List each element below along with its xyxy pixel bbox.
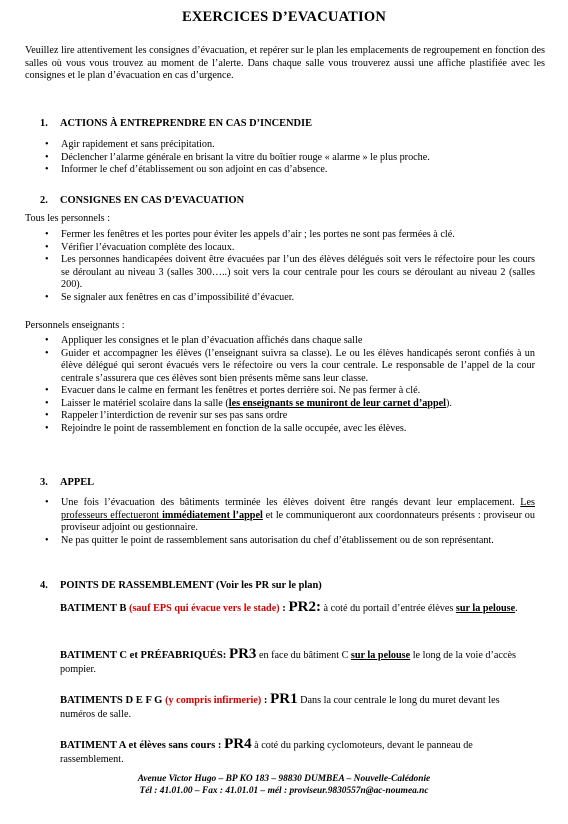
intro-paragraph: Veuillez lire attentivement les consignes d’évacuation, et repérer sur le plan les emplacements de regroupement en fonction des salles où vous vous trouvez au moment de l’alerte. Dans chaque salle vous trouverez aussi une affiche plastifiée avec les consignes et le plan d’évacuation en cas d’urgence. [25,45,545,81]
list-item: • Fermer les fenêtres et les portes pour éviter les appels d’air ; les portes ne sont pas fermées à clé. [45,229,455,240]
list-item: • Ne pas quitter le point de rassemblement sans autorisation du chef d’établissement ou de son représentant. [45,534,494,546]
section-number: 1. [40,118,48,129]
section-title: POINTS DE RASSEMBLEMENT (Voir les PR sur le plan) [60,580,322,591]
bullet-icon: • [45,229,49,240]
bullet-icon: • [45,335,49,346]
list-item: • Laisser le matériel scolaire dans la salle (les enseignants se muniront de leur carnet d’appel). [45,397,452,409]
bullet-icon: • [45,422,49,434]
group-label-teachers: Personnels enseignants : [25,320,125,331]
group-label-all-staff: Tous les personnels : [25,213,111,224]
section-3-heading [40,477,94,488]
pr3-code: PR3 [228,646,257,662]
pr2-code: PR2: [288,599,321,615]
list-item: • Evacuer dans le calme en fermant les fenêtres et portes derrière soi. Ne pas fermer à clé. [45,385,421,396]
bullet-icon: • [45,291,49,303]
bullet-icon: • [45,139,49,150]
bullet-icon: • [45,410,49,421]
section-title: APPEL [60,477,95,488]
bullet-icon: • [45,254,49,265]
section-2-heading [40,195,244,206]
section-1-list [45,139,535,177]
bullet-icon: • [45,385,49,396]
list-item: • Déclencher l’alarme générale en brisant la vitre du boîtier rouge « alarme » le plus proche. [45,151,430,163]
bullet-icon: • [45,497,49,508]
list-item: • Les personnes handicapées doivent être évacuées par l’un des élèves délégués soit vers le réfectoire pour les cours se déroulant au niveau 3 (salles 300…..) soit vers la cour centrale pour les cours se déroulant au niveau 2 (salles 200). [45,254,535,290]
list-item: • Appliquer les consignes et le plan d’évacuation affichés dans chaque salle [45,335,363,346]
section-4-heading [40,580,322,591]
assembly-point-pr4: BATIMENT A et élèves sans cours : PR4 à coté du parking cyclomoteurs, devant le panneau de rassemblement. [60,736,473,765]
bullet-icon: • [45,164,49,175]
section-1-heading [40,118,312,129]
assembly-point-pr1: BATIMENTS D E F G (y compris infirmerie) : PR1 Dans la cour centrale le long du muret devant les numéros de salle. [60,691,500,720]
page-title: EXERCICES D’EVACUATION [181,9,387,25]
section-number: 3. [40,477,48,488]
pr4-code: PR4 [224,736,252,752]
list-item: • Vérifier l’évacuation complète des locaux. [45,241,235,253]
section-number: 2. [40,195,48,206]
list-item: • Guider et accompagner les élèves (l’enseignant suivra sa classe). Le ou les élèves handicapés seront confiés à un élève délégué qui seront évacués vers le réfectoire ou vers la cour centrale. Le responsable de l’appel de la cour centrale s’assurera que ces élèves sont bien présents même sans leur classe. [45,347,535,384]
section-number: 4. [40,580,48,591]
section-2-list-teachers [45,335,535,435]
list-item: • Se signaler aux fenêtres en cas d’impossibilité d’évacuer. [45,291,295,303]
list-item: • Informer le chef d’établissement ou son adjoint en cas d’absence. [45,164,328,175]
list-item: • Rejoindre le point de rassemblement en fonction de la salle occupée, avec les élèves. [45,422,407,434]
pr1-code: PR1 [270,691,298,707]
assembly-point-pr2: BATIMENT B (sauf EPS qui évacue vers le stade) : PR2: à coté du portail d’entrée élèves sur la pelouse. [60,599,518,615]
bullet-icon: • [45,534,49,546]
footer-address: Avenue Victor Hugo – BP KO 183 – 98830 DUMBEA – Nouvelle-Calédonie [137,774,431,784]
section-3-list [45,497,535,547]
section-title: ACTIONS À ENTREPRENDRE EN CAS D’INCENDIE [60,118,313,129]
list-item: • Agir rapidement et sans précipitation. [45,139,215,150]
section-2-list-all-staff [45,229,535,304]
teacher-register-note: les enseignants se muniront de leur carnet d’appel [228,397,446,409]
section-title: CONSIGNES EN CAS D’EVACUATION [60,195,245,206]
list-item: • Rappeler l’interdiction de revenir sur ses pas sans ordre [45,410,288,421]
footer-contact: Tél : 41.01.00 – Fax : 41.01.01 – mél : proviseur.9830557n@ac-noumea.nc [139,786,429,796]
bullet-icon: • [45,241,49,253]
list-item: • Une fois l’évacuation des bâtiments terminée les élèves doivent être rangés devant leur emplacement. Les professeurs effectueront immédiatement l’appel et le communiqueront aux coordonnateurs présents : proviseur ou proviseur adjoint ou gestionnaire. [45,497,535,533]
immediate-roll-call: immédiatement l’appel [162,509,263,521]
bullet-icon: • [45,347,49,359]
assembly-point-pr3: BATIMENT C et PRÉFABRIQUÉS: PR3 en face du bâtiment C sur la pelouse le long de la voie d’accès pompier. [60,646,516,675]
bullet-icon: • [45,151,49,163]
bullet-icon: • [45,397,49,409]
